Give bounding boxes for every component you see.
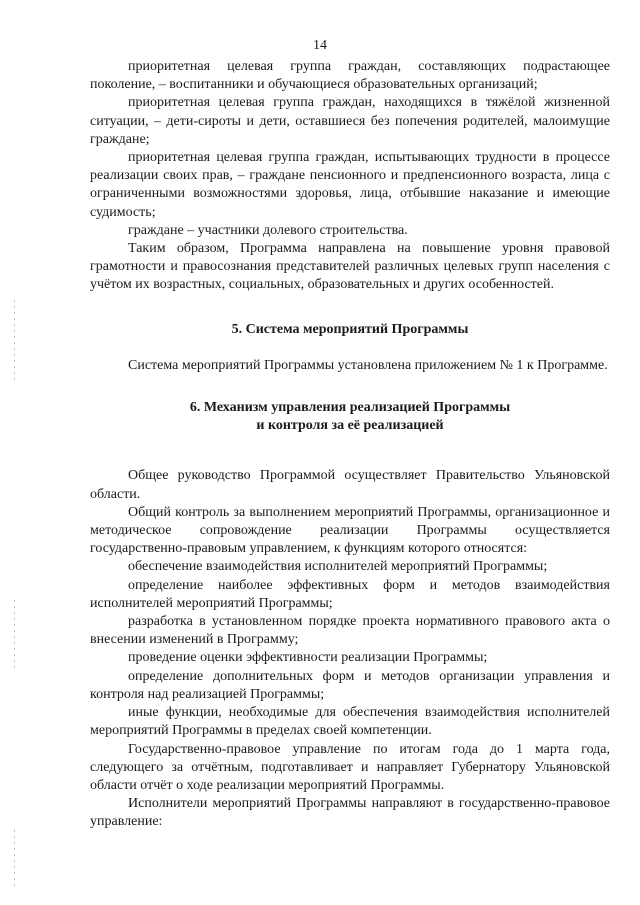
paragraph: Государственно-правовое управление по итогам года до 1 марта года, следующего за отчётным, подготавливает и направляет Губернатору Ульяновской области отчёт о ходе реализации мероприятий Программы. <box>90 741 610 793</box>
list-item: определение наиболее эффективных форм и методов взаимодействия исполнителей мероприятий Программы; <box>90 577 610 611</box>
page-number: 14 <box>313 38 327 53</box>
list-item: определение дополнительных форм и методов организации управления и контроля над реализацией Программы; <box>90 668 610 702</box>
paragraph: Исполнители мероприятий Программы направляют в государственно-правовое управление: <box>90 796 610 830</box>
paragraph: приоритетная целевая группа граждан, составляющих подрастающее поколение, – воспитанники и обучающиеся образовательных организаций; <box>90 59 610 93</box>
paragraph: Общий контроль за выполнением мероприятий Программы, организационное и методическое сопровождение реализации Программы осуществляется государственно-правовым управлением, к функциям которого относятся: <box>90 504 610 557</box>
paragraph: Таким образом, Программа направлена на повышение уровня правовой грамотности и правосознания представителей различных целевых групп населения с учётом их возрастных, социальных, образовательных и других особенностей. <box>90 241 610 293</box>
paragraph: граждане – участники долевого строительства. <box>128 222 408 238</box>
section-5-text: Система мероприятий Программы установлена приложением № 1 к Программе. <box>128 357 608 373</box>
list-item: проведение оценки эффективности реализации Программы; <box>128 650 488 666</box>
list-item: разработка в установленном порядке проекта нормативного правового акта о внесении изменений в Программу; <box>90 614 610 648</box>
paragraph: приоритетная целевая группа граждан, находящихся в тяжёлой жизненной ситуации, – дети-сироты и дети, оставшиеся без попечения родителей, малоимущие граждане; <box>90 95 610 147</box>
section-6-heading-line-1: 6. Механизм управления реализацией Программы <box>189 400 511 416</box>
document-body <box>90 58 610 832</box>
list-item: обеспечение взаимодействия исполнителей мероприятий Программы; <box>128 559 548 575</box>
paragraph: приоритетная целевая группа граждан, испытывающих трудности в процессе реализации своих прав, – граждане пенсионного и предпенсионного возраста, лица с ограниченными возможностями здоровья, лица, отбывшие наказание и имеющие судимость; <box>90 150 610 220</box>
section-5-heading: 5. Система мероприятий Программы <box>231 321 469 337</box>
section-6-heading <box>90 399 610 435</box>
left-margin-scan-line <box>14 300 15 380</box>
left-margin-scan-line <box>14 600 15 670</box>
section-6-heading-line-2: и контроля за её реализацией <box>256 418 444 434</box>
left-margin-scan-line <box>14 830 15 890</box>
paragraph: Общее руководство Программой осуществляет Правительство Ульяновской области. <box>90 468 610 502</box>
list-item: иные функции, необходимые для обеспечения взаимодействия исполнителей мероприятий Программы в пределах своей компетенции. <box>90 705 610 739</box>
